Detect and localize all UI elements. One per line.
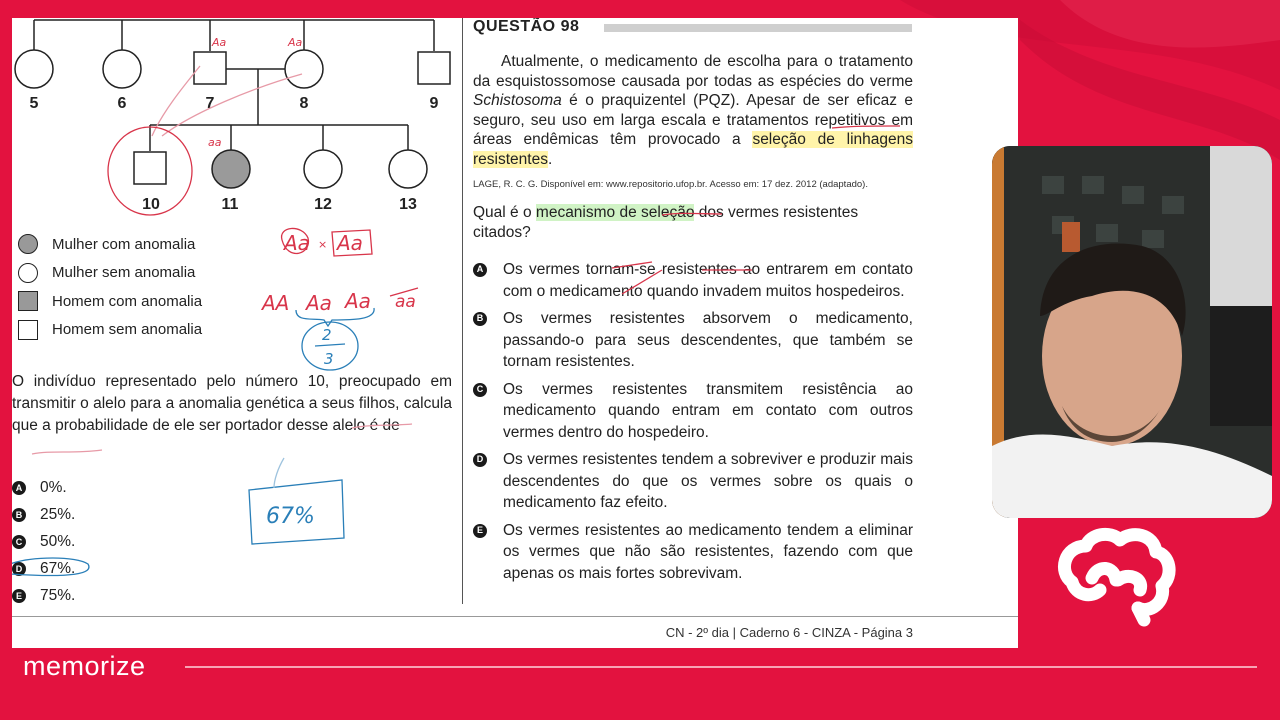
annotation-fraction-denominator: 3 <box>324 350 334 368</box>
label-6: 6 <box>117 95 127 112</box>
option-text: 75%. <box>40 586 76 604</box>
individual-9 <box>418 52 450 84</box>
option-letter-badge: C <box>12 535 26 549</box>
option-letter-badge: A <box>473 263 487 277</box>
brand-logo: memorize <box>23 651 146 681</box>
option-letter-badge: D <box>473 453 487 467</box>
label-13: 13 <box>399 196 417 213</box>
option-letter-badge: E <box>473 524 487 538</box>
option-letter-badge: A <box>12 481 26 495</box>
label-11: 11 <box>221 196 239 213</box>
option-c[interactable] <box>12 528 75 555</box>
option-text: 25%. <box>40 505 76 523</box>
question-title: QUESTÃO 98 <box>473 18 580 35</box>
option-e[interactable] <box>473 520 913 585</box>
legend-item <box>18 230 202 259</box>
presenter-webcam <box>992 146 1272 518</box>
annotation-genotype-7: Aa <box>212 36 227 49</box>
annotation-cross-x: × <box>318 238 328 251</box>
option-text: Os vermes resistentes tendem a sobreviver e produzir mais descendentes do que os vermes sobre os quais o medicamento faz efeito. <box>503 451 913 511</box>
option-letter-badge: B <box>12 508 26 522</box>
label-9: 9 <box>429 95 439 112</box>
option-letter-badge: B <box>473 312 487 326</box>
individual-10 <box>134 152 166 184</box>
label-5: 5 <box>29 95 39 112</box>
option-b[interactable] <box>473 308 913 373</box>
option-c[interactable] <box>473 379 913 444</box>
annotation-genotype-aa-dom: AA <box>262 291 290 315</box>
option-text: 50%. <box>40 532 76 550</box>
annotation-genotype-11: aa <box>208 136 222 149</box>
presenter-video-frame <box>992 146 1272 518</box>
individual-7 <box>194 52 226 84</box>
annotation-cross-1: Aa <box>284 231 310 255</box>
question-options <box>473 259 913 590</box>
individual-12 <box>304 150 342 188</box>
option-letter-badge: D <box>12 562 26 576</box>
individual-8 <box>285 50 323 88</box>
option-text: Os vermes tornam-se resistentes ao entrarem em contato com o medicamento quando invadem muitos hospedeiros. <box>503 261 913 300</box>
individual-5 <box>15 50 53 88</box>
question-body: Atualmente, o medicamento de escolha para o tratamento da esquistossomose causada por todas as espécies do verme Schistosoma é o praquizentel (PQZ). Apesar de ser eficaz e seguro, seu uso em larga escala e tratamentos repetitivos em áreas endêmicas têm provocado a seleção de linhagens resistentes. <box>473 53 914 168</box>
legend-item <box>18 316 202 345</box>
option-a[interactable] <box>473 259 913 302</box>
option-d[interactable] <box>12 555 75 582</box>
legend-item <box>18 259 202 288</box>
question-source: LAGE, R. C. G. Disponível em: www.repositorio.ufop.br. Acesso em: 17 dez. 2012 (adaptado). <box>473 179 868 190</box>
option-a[interactable] <box>12 474 75 501</box>
legend-item <box>18 287 202 316</box>
title-decoration-bar <box>604 24 912 32</box>
option-letter-badge: E <box>12 589 26 603</box>
brand-divider-line <box>185 666 1257 668</box>
option-text: Os vermes resistentes ao medicamento tendem a eliminar os vermes que não são resistentes, fazendo com que apenas os mais fortes sobrevivam. <box>503 521 913 582</box>
option-e[interactable] <box>12 582 75 609</box>
individual-11 <box>212 150 250 188</box>
option-text: Os vermes resistentes transmitem resistência ao medicamento quando entram em contato com outros vermes dentro do hospedeiro. <box>503 380 913 441</box>
option-b[interactable] <box>12 501 75 528</box>
annotation-cross-2: Aa <box>337 231 363 255</box>
square-empty-icon <box>18 320 38 340</box>
question-prompt: Qual é o mecanismo de seleção dos vermes resistentes citados? <box>473 204 859 241</box>
square-filled-icon <box>18 291 38 311</box>
circle-empty-icon <box>18 263 38 283</box>
footer-divider <box>12 616 1018 617</box>
label-7: 7 <box>205 95 215 112</box>
pedigree-legend <box>18 230 202 344</box>
annotation-genotype-aa-1: Aa <box>306 291 332 315</box>
column-divider <box>462 18 463 604</box>
page-footer: CN - 2º dia | Caderno 6 - CINZA - Página 3 <box>665 625 913 640</box>
individual-6 <box>103 50 141 88</box>
left-question-options <box>12 474 75 609</box>
option-text: Os vermes resistentes absorvem o medicamento, passando-o para seus descendentes, que também se tornam resistentes. <box>503 310 913 370</box>
legend-label: Mulher sem anomalia <box>52 264 196 282</box>
annotation-fraction-numerator: 2 <box>322 326 332 344</box>
option-text: 0%. <box>40 478 67 496</box>
annotation-answer: 67% <box>266 504 315 529</box>
option-letter-badge: C <box>473 383 487 397</box>
left-question-text: O indivíduo representado pelo número 10, preocupado em transmitir o alelo para a anomalia genética a seus filhos, calcula que a probabilidade de ele ser portador desse alelo é de <box>12 373 452 434</box>
individual-13 <box>389 150 427 188</box>
pedigree-diagram <box>12 18 462 223</box>
brain-logo-icon <box>1052 524 1180 628</box>
label-8: 8 <box>299 95 309 112</box>
annotation-genotype-aa-2: Aa <box>345 289 371 313</box>
option-text: 67%. <box>40 559 76 577</box>
option-d[interactable] <box>473 449 913 514</box>
legend-label: Mulher com anomalia <box>52 235 196 253</box>
exam-page <box>12 18 1018 648</box>
annotation-genotype-aa-rec: aa <box>395 292 416 312</box>
legend-label: Homem sem anomalia <box>52 321 203 339</box>
legend-label: Homem com anomalia <box>52 292 203 310</box>
label-12: 12 <box>314 196 332 213</box>
annotation-genotype-8: Aa <box>288 36 303 49</box>
label-10: 10 <box>142 196 160 213</box>
circle-filled-icon <box>18 234 38 254</box>
